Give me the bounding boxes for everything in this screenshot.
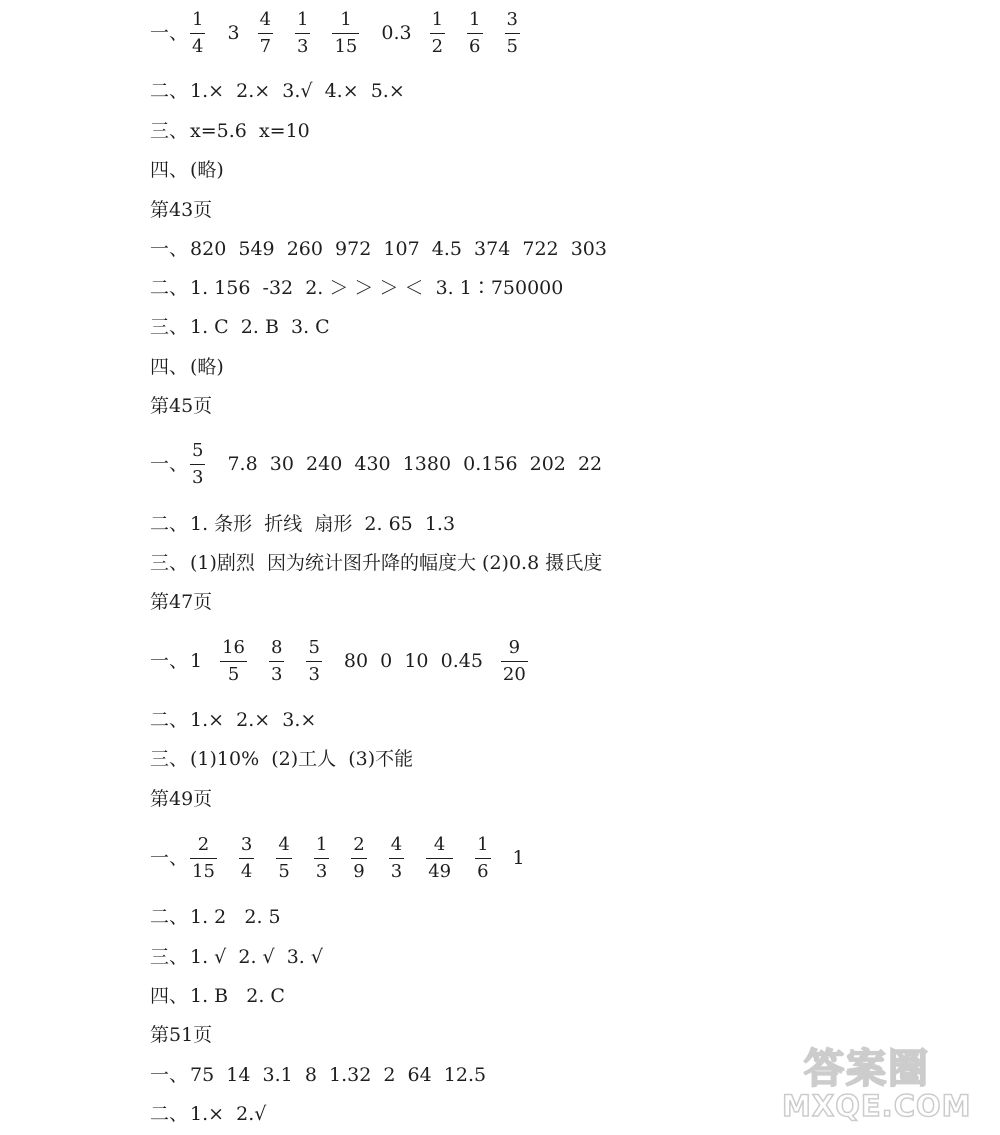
answer-line <box>150 119 328 143</box>
fraction-numerator: 1 <box>477 833 489 855</box>
fraction-numerator: 4 <box>390 833 403 855</box>
section-number: 二、 <box>150 277 189 299</box>
fraction-denominator: 15 <box>334 35 358 57</box>
fraction-bar <box>295 33 310 34</box>
fraction-denominator: 6 <box>469 35 481 57</box>
fraction-bar <box>389 858 404 859</box>
answer-text: 第51页 <box>150 1024 213 1046</box>
fraction-bar <box>430 33 445 34</box>
watermark <box>782 1037 982 1127</box>
section-number: 二、 <box>150 1103 189 1125</box>
section-number: 一、 <box>150 22 189 44</box>
fraction <box>190 440 205 489</box>
answer-text: x=5.6 x=10 <box>190 120 310 142</box>
answer-line <box>150 551 620 575</box>
section-number: 二、 <box>150 906 189 928</box>
answer-line <box>150 1023 230 1047</box>
fraction-numerator: 3 <box>506 8 518 30</box>
fraction-denominator: 3 <box>192 466 204 488</box>
answer-text: 第47页 <box>150 591 213 613</box>
fraction <box>426 834 453 883</box>
answer-text: 1 <box>190 650 203 672</box>
section-number: 一、 <box>150 1064 189 1086</box>
answer-text: 1 <box>512 847 525 869</box>
answer-line <box>150 590 230 614</box>
answer-line <box>150 158 242 182</box>
answer-text: 7.8 30 240 430 1380 0.156 202 22 <box>227 453 603 475</box>
fraction <box>269 637 284 686</box>
answer-text: 1. 156 -32 2. ＞ ＞ ＞ ＜ 3. 1∶750000 <box>190 277 564 299</box>
answer-text: 75 14 3.1 8 1.32 2 64 12.5 <box>190 1064 487 1086</box>
section-number: 一、 <box>150 238 189 260</box>
fraction-denominator: 4 <box>192 35 204 57</box>
answer-text: 1.× 2.× 3.× <box>190 709 317 731</box>
section-number: 二、 <box>150 513 189 535</box>
fraction-bar <box>426 858 453 859</box>
fraction-bar <box>501 661 528 662</box>
answer-text: 1. √ 2. √ 3. √ <box>190 946 323 968</box>
watermark-url: MXQE.COM <box>782 1089 972 1123</box>
fraction-numerator: 1 <box>340 8 352 30</box>
answer-line <box>150 984 303 1008</box>
fraction <box>190 9 205 58</box>
fraction <box>351 834 366 883</box>
fraction-numerator: 9 <box>508 636 521 658</box>
answer-line <box>150 512 473 536</box>
answer-text: 820 549 260 972 107 4.5 374 722 303 <box>190 238 607 260</box>
fraction <box>505 9 520 58</box>
answer-line <box>150 394 230 418</box>
fraction-numerator: 5 <box>192 439 204 461</box>
fraction-bar <box>269 661 284 662</box>
fraction-denominator: 49 <box>428 860 452 882</box>
fraction <box>389 834 404 883</box>
answer-line <box>150 832 543 884</box>
fraction-denominator: 3 <box>390 860 403 882</box>
fraction <box>501 637 528 686</box>
answer-line <box>150 7 542 59</box>
fraction-numerator: 1 <box>469 8 481 30</box>
answer-text: 1.× 2.× 3.√ 4.× 5.× <box>190 80 405 102</box>
fraction-bar <box>190 858 217 859</box>
fraction-denominator: 5 <box>278 860 290 882</box>
fraction-bar <box>306 661 321 662</box>
fraction-bar <box>190 33 205 34</box>
answer-text: (1)剧烈 因为统计图升降的幅度大 (2)0.8 摄氏度 <box>190 552 603 574</box>
fraction-bar <box>220 661 247 662</box>
fraction-bar <box>258 33 273 34</box>
fraction <box>332 9 359 58</box>
fraction-denominator: 5 <box>506 35 518 57</box>
fraction-numerator: 1 <box>297 8 309 30</box>
answer-line <box>150 198 230 222</box>
fraction-bar <box>190 464 205 465</box>
fraction-denominator: 9 <box>353 860 365 882</box>
answer-line <box>150 237 625 261</box>
fraction-numerator: 3 <box>240 833 253 855</box>
section-number: 三、 <box>150 748 189 770</box>
fraction-numerator: 4 <box>259 8 272 30</box>
answer-line <box>150 945 341 969</box>
fraction-numerator: 2 <box>353 833 365 855</box>
fraction-denominator: 3 <box>308 663 320 685</box>
section-number: 三、 <box>150 946 189 968</box>
fraction <box>295 9 310 58</box>
answer-line <box>150 1063 504 1087</box>
fraction-denominator: 20 <box>502 663 526 685</box>
fraction-denominator: 3 <box>315 860 328 882</box>
answer-line <box>150 276 581 300</box>
fraction-bar <box>239 858 254 859</box>
answer-line <box>150 708 334 732</box>
answer-text: (1)10% (2)工人 (3)不能 <box>190 748 414 770</box>
fraction <box>239 834 254 883</box>
answer-line <box>150 355 242 379</box>
fraction-bar <box>276 858 291 859</box>
answer-text: 1.× 2.√ <box>190 1103 267 1125</box>
fraction <box>220 637 247 686</box>
section-number: 三、 <box>150 120 189 142</box>
section-number: 一、 <box>150 453 189 475</box>
fraction-numerator: 1 <box>192 8 204 30</box>
fraction-numerator: 16 <box>222 636 246 658</box>
fraction-bar <box>467 33 482 34</box>
fraction <box>314 834 329 883</box>
fraction-denominator: 6 <box>477 860 489 882</box>
answer-text: (略) <box>190 159 224 181</box>
answer-line <box>150 438 620 490</box>
fraction-bar <box>332 33 359 34</box>
section-number: 三、 <box>150 316 189 338</box>
fraction-bar <box>475 858 490 859</box>
fraction-denominator: 3 <box>297 35 309 57</box>
fraction <box>475 834 490 883</box>
answer-line <box>150 315 348 339</box>
fraction-denominator: 2 <box>431 35 444 57</box>
answer-line <box>150 787 230 811</box>
fraction-numerator: 5 <box>308 636 320 658</box>
answer-text: 1. B 2. C <box>190 985 285 1007</box>
fraction <box>258 9 273 58</box>
fraction <box>190 834 217 883</box>
section-number: 四、 <box>150 985 189 1007</box>
fraction-denominator: 4 <box>240 860 253 882</box>
answer-text: 1. 条形 折线 扇形 2. 65 1.3 <box>190 513 456 535</box>
answer-line <box>150 747 431 771</box>
fraction <box>276 834 291 883</box>
fraction-denominator: 15 <box>192 860 215 882</box>
section-number: 二、 <box>150 709 189 731</box>
answer-text: 80 0 10 0.45 <box>343 650 483 672</box>
section-number: 四、 <box>150 159 189 181</box>
fraction-denominator: 5 <box>227 663 240 685</box>
answer-text: 第49页 <box>150 788 213 810</box>
answer-text: (略) <box>190 356 224 378</box>
fraction-bar <box>505 33 520 34</box>
section-number: 三、 <box>150 552 189 574</box>
section-number: 四、 <box>150 356 189 378</box>
fraction-numerator: 8 <box>271 636 283 658</box>
fraction-bar <box>314 858 329 859</box>
fraction <box>430 9 445 58</box>
answer-text: 第45页 <box>150 395 213 417</box>
answer-text: 3 <box>227 22 240 44</box>
answer-text: 第43页 <box>150 199 213 221</box>
fraction-numerator: 2 <box>197 833 210 855</box>
fraction <box>467 9 482 58</box>
answer-text: 0.3 <box>381 22 412 44</box>
fraction-numerator: 1 <box>431 8 444 30</box>
fraction-bar <box>351 858 366 859</box>
fraction-denominator: 7 <box>259 35 272 57</box>
answer-text: 1. C 2. B 3. C <box>190 316 330 338</box>
watermark-title: 答案圈 <box>804 1046 930 1092</box>
section-number: 一、 <box>150 650 189 672</box>
fraction-denominator: 3 <box>271 663 283 685</box>
answer-line <box>150 635 550 687</box>
answer-line <box>150 79 423 103</box>
section-number: 二、 <box>150 80 189 102</box>
section-number: 一、 <box>150 847 189 869</box>
answer-line <box>150 1102 284 1126</box>
fraction-numerator: 4 <box>433 833 446 855</box>
fraction-numerator: 4 <box>278 833 290 855</box>
answer-line <box>150 905 299 929</box>
answer-text: 1. 2 2. 5 <box>190 906 281 928</box>
fraction-numerator: 1 <box>315 833 328 855</box>
fraction <box>306 637 321 686</box>
